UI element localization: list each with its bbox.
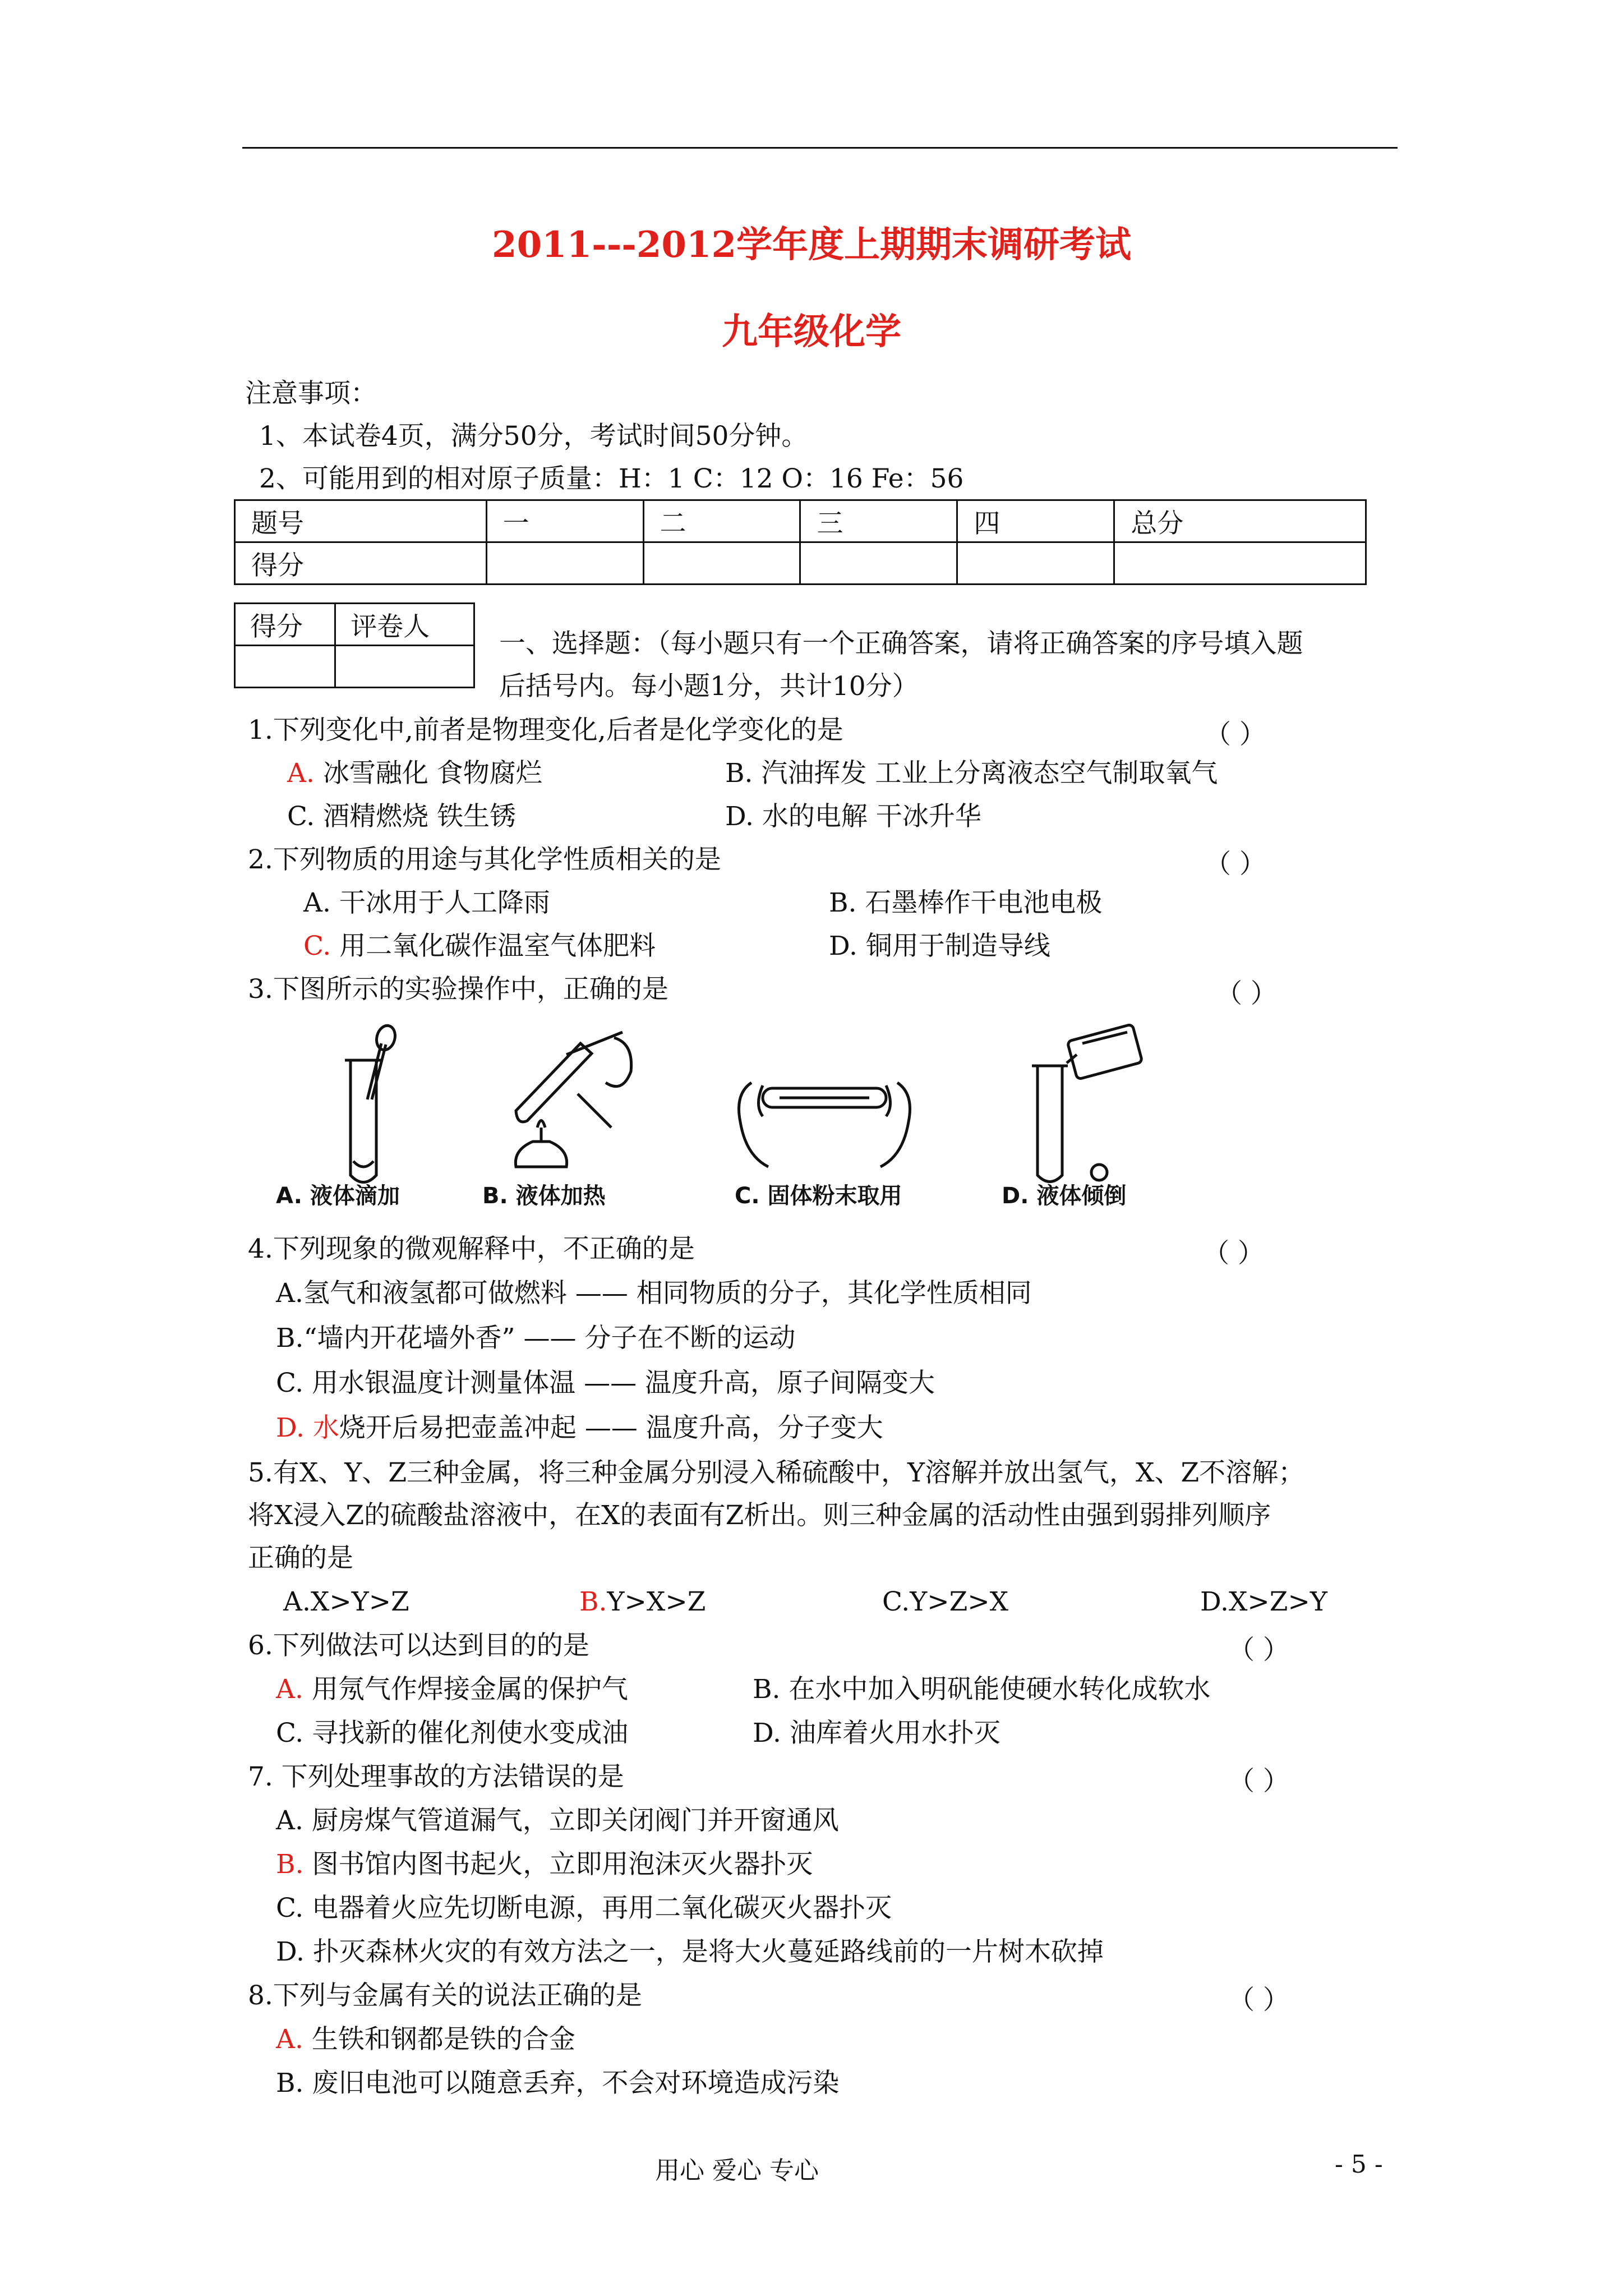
figure-b-label: B. 液体加热 <box>482 1183 606 1209</box>
q1-option-a-text: 冰雪融化 食物腐烂 <box>322 758 542 789</box>
q8-option-b: B. 废旧电池可以随意丢弃，不会对环境造成污染 <box>276 2068 840 2099</box>
section1-instruction-line2: 后括号内。每小题1分，共计10分） <box>499 671 919 702</box>
q5-option-d: D.X>Z>Y <box>1200 1586 1327 1617</box>
q8-option-a <box>276 2023 575 2056</box>
score-table-score-row <box>235 542 1366 585</box>
q1-option-a-letter: A. <box>287 758 315 789</box>
score-table <box>234 499 1367 585</box>
q1-option-c: C. 酒精燃烧 铁生锈 <box>287 801 517 832</box>
score-header-cell: 四 <box>957 500 1114 542</box>
grader-name-cell[interactable] <box>335 646 474 688</box>
q6-stem: 6.下列做法可以达到目的的是 <box>248 1630 589 1661</box>
q2-answer-blank[interactable]: （ ） <box>1205 849 1266 880</box>
q3-stem: 3.下图所示的实验操作中，正确的是 <box>248 974 668 1005</box>
score-cell[interactable] <box>486 542 643 585</box>
q6-answer-blank[interactable]: （ ） <box>1228 1635 1289 1665</box>
q2-option-c-letter: C. <box>303 931 331 961</box>
exam-title: 2011---2012学年度上期期末调研考试 <box>492 224 1131 266</box>
grader-score-cell[interactable] <box>235 646 335 688</box>
footer-motto: 用心 爱心 专心 <box>655 2156 819 2185</box>
figure-c-powder-transfer <box>729 1043 920 1178</box>
q4-option-c: C. 用水银温度计测量体温 —— 温度升高，原子间隔变大 <box>276 1368 935 1398</box>
q6-option-b: B. 在水中加入明矾能使硬水转化成软水 <box>753 1674 1211 1705</box>
grader-table <box>234 602 475 688</box>
q7-option-d: D. 扑灭森林火灾的有效方法之一，是将大火蔓延路线前的一片树木砍掉 <box>276 1936 1104 1967</box>
q7-stem: 7. 下列处理事故的方法错误的是 <box>248 1761 624 1792</box>
score-cell[interactable] <box>643 542 800 585</box>
q8-stem: 8.下列与金属有关的说法正确的是 <box>248 1980 642 2011</box>
score-header-cell: 总分 <box>1114 500 1366 542</box>
q6-option-c: C. 寻找新的催化剂使水变成油 <box>276 1718 629 1749</box>
grader-score-label: 得分 <box>235 604 335 646</box>
q6-option-a-letter: A. <box>276 1674 303 1705</box>
grader-name-label: 评卷人 <box>335 604 474 646</box>
figure-c-label: C. 固体粉末取用 <box>735 1183 902 1209</box>
score-table-header-row <box>235 500 1366 542</box>
q2-stem: 2.下列物质的用途与其化学性质相关的是 <box>248 844 721 875</box>
q1-option-b: B. 汽油挥发 工业上分离液态空气制取氧气 <box>725 758 1218 789</box>
q5-option-b-letter: B. <box>579 1586 607 1617</box>
figure-d-liquid-pouring <box>1015 1021 1161 1189</box>
q8-option-a-text: 生铁和钢都是铁的合金 <box>311 2024 575 2055</box>
score-cell[interactable] <box>1114 542 1366 585</box>
q8-option-a-letter: A. <box>276 2024 303 2055</box>
figure-d-label: D. 液体倾倒 <box>1002 1183 1127 1209</box>
page-number: - 5 - <box>1335 2150 1383 2179</box>
q5-stem-line2: 将X浸入Z的硫酸盐溶液中，在X的表面有Z析出。则三种金属的活动性由强到弱排列顺序 <box>248 1500 1271 1531</box>
q8-answer-blank[interactable]: （ ） <box>1228 1985 1289 2016</box>
score-header-cell: 一 <box>486 500 643 542</box>
q2-option-d: D. 铜用于制造导线 <box>829 931 1050 961</box>
note-item-2: 2、可能用到的相对原子质量：H：1 C：12 O：16 Fe：56 <box>259 463 964 494</box>
q6-option-a <box>276 1673 628 1706</box>
q2-option-b: B. 石墨棒作干电池电极 <box>829 887 1103 918</box>
header-rule <box>242 147 1398 149</box>
notes-heading: 注意事项： <box>245 378 377 409</box>
score-row-label: 得分 <box>235 542 487 585</box>
score-header-cell: 三 <box>800 500 957 542</box>
q5-option-b-text: Y>X>Z <box>607 1586 706 1617</box>
q5-stem-line3: 正确的是 <box>248 1543 353 1573</box>
score-header-cell: 题号 <box>235 500 487 542</box>
q5-option-c: C.Y>Z>X <box>882 1586 1009 1617</box>
q6-option-a-text: 用氖气作焊接金属的保护气 <box>311 1674 628 1705</box>
q7-option-b-letter: B. <box>276 1849 304 1880</box>
q4-option-a: A.氢气和液氢都可做燃料 —— 相同物质的分子，其化学性质相同 <box>276 1278 1032 1309</box>
q1-answer-blank[interactable]: （ ） <box>1205 719 1266 750</box>
q4-option-d <box>276 1411 883 1445</box>
q7-option-b <box>276 1848 813 1881</box>
q7-option-c: C. 电器着火应先切断电源，再用二氧化碳灭火器扑灭 <box>276 1893 892 1924</box>
q5-stem-line1: 5.有X、Y、Z三种金属，将三种金属分别浸入稀硫酸中，Y溶解并放出氢气，X、Z不溶解； <box>248 1457 1305 1488</box>
q1-option-d: D. 水的电解 干冰升华 <box>725 801 981 832</box>
q1-option-a <box>287 757 542 790</box>
section1-instruction-line1: 一、选择题：（每小题只有一个正确答案，请将正确答案的序号填入题 <box>499 628 1303 659</box>
q4-option-b: B.“墙内开花墙外香” —— 分子在不断的运动 <box>276 1323 796 1354</box>
q4-option-d-highlight: D. 水 <box>276 1412 339 1443</box>
q2-option-c <box>303 930 656 963</box>
q3-answer-blank[interactable]: （ ） <box>1216 978 1277 1009</box>
figure-a-dropper-test-tube <box>314 1021 415 1189</box>
exam-subtitle: 九年级化学 <box>722 311 901 353</box>
q4-option-d-text: 烧开后易把壶盖冲起 —— 温度升高，分子变大 <box>339 1412 883 1443</box>
q7-option-a: A. 厨房煤气管道漏气，立即关闭阀门并开窗通风 <box>276 1805 839 1836</box>
q5-option-a: A.X>Y>Z <box>283 1586 409 1617</box>
q4-answer-blank[interactable]: （ ） <box>1203 1238 1264 1269</box>
q7-answer-blank[interactable]: （ ） <box>1228 1766 1289 1797</box>
q5-option-b <box>579 1585 706 1619</box>
q2-option-a: A. 干冰用于人工降雨 <box>303 887 550 918</box>
q6-option-d: D. 油库着火用水扑灭 <box>753 1718 1000 1749</box>
figure-b-heating-test-tube <box>482 1021 639 1189</box>
score-header-cell: 二 <box>643 500 800 542</box>
score-cell[interactable] <box>957 542 1114 585</box>
q7-option-b-text: 图书馆内图书起火，立即用泡沫灭火器扑灭 <box>312 1849 813 1880</box>
q4-stem: 4.下列现象的微观解释中，不正确的是 <box>248 1234 695 1264</box>
figure-a-label: A. 液体滴加 <box>276 1183 400 1209</box>
q1-stem: 1.下列变化中,前者是物理变化,后者是化学变化的是 <box>248 715 843 746</box>
score-cell[interactable] <box>800 542 957 585</box>
q2-option-c-text: 用二氧化碳作温室气体肥料 <box>339 931 656 961</box>
note-item-1: 1、本试卷4页，满分50分，考试时间50分钟。 <box>259 421 808 452</box>
